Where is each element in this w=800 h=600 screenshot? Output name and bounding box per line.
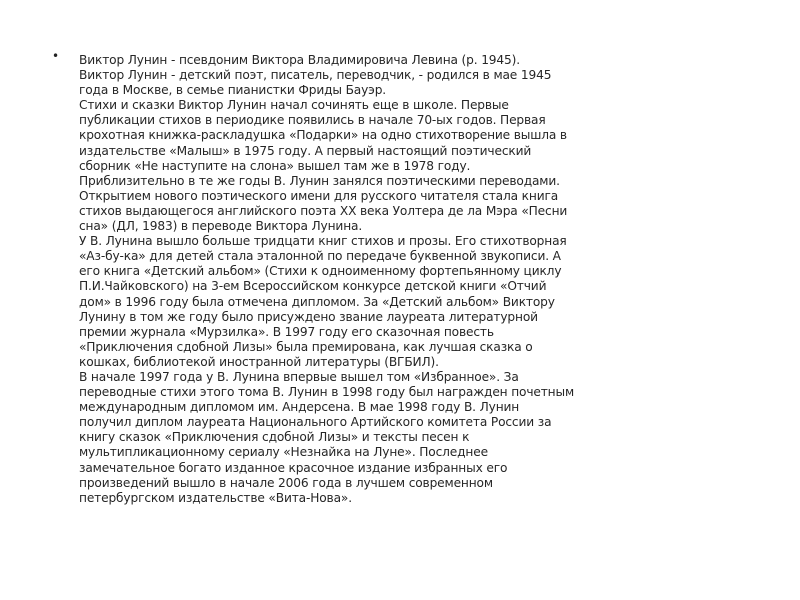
text-line: публикации стихов в периодике появились в начале 70-ых годов. Первая bbox=[79, 113, 546, 128]
text-line: международным дипломом им. Андерсена. В мае 1998 году В. Лунин bbox=[79, 400, 520, 415]
text-line: издательстве «Малыш» в 1975 году. А первый настоящий поэтический bbox=[79, 143, 532, 158]
text-line: премии журнала «Мурзилка». В 1997 году его сказочная повесть bbox=[79, 324, 494, 339]
text-line: крохотная книжка-раскладушка «Подарки» на одно стихотворение вышла в bbox=[79, 128, 567, 143]
text-line: Стихи и сказки Виктор Лунин начал сочинять еще в школе. Первые bbox=[79, 98, 509, 113]
biography-paragraph bbox=[79, 53, 759, 506]
text-line: произведений вышло в начале 2006 года в лучшем современном bbox=[79, 475, 493, 490]
text-line: получил диплом лауреата Национального Артийского комитета России за bbox=[79, 415, 552, 430]
text-line: Лунину в том же году было присуждено звание лауреата литературной bbox=[79, 309, 538, 324]
text-line: стихов выдающегося английского поэта XX века Уолтера де ла Мэра «Песни bbox=[79, 203, 568, 218]
text-line: замечательное богато изданное красочное издание избранных его bbox=[79, 460, 508, 475]
text-line: «Приключения сдобной Лизы» была премирована, как лучшая сказка о bbox=[79, 339, 533, 354]
text-line: кошках, библиотекой иностранной литературы (ВГБИЛ). bbox=[79, 354, 439, 369]
text-line: П.И.Чайковского) на 3-ем Всероссийском конкурсе детской книги «Отчий bbox=[79, 279, 547, 294]
text-line: сна» (ДЛ, 1983) в переводе Виктора Лунина. bbox=[79, 219, 363, 234]
text-line: петербургском издательстве «Вита-Нова». bbox=[79, 490, 352, 505]
text-line: Приблизительно в те же годы В. Лунин занялся поэтическими переводами. bbox=[79, 173, 560, 188]
text-line: В начале 1997 года у В. Лунина впервые вышел том «Избранное». За bbox=[79, 369, 519, 384]
bullet-marker: • bbox=[52, 49, 60, 63]
text-line: Виктор Лунин - псевдоним Виктора Владимировича Левина (р. 1945). bbox=[79, 53, 520, 67]
text-line: Открытием нового поэтического имени для русского читателя стала книга bbox=[79, 188, 559, 203]
text-line: Виктор Лунин - детский поэт, писатель, переводчик, - родился в мае 1945 bbox=[79, 68, 552, 83]
text-line: У В. Лунина вышло больше тридцати книг стихов и прозы. Его стихотворная bbox=[79, 234, 567, 249]
text-line: дом» в 1996 году была отмечена дипломом. За «Детский альбом» Виктору bbox=[79, 294, 555, 309]
text-line: его книга «Детский альбом» (Стихи к одноименному фортепьянному циклу bbox=[79, 264, 562, 279]
text-line: года в Москве, в семье пианистки Фриды Бауэр. bbox=[79, 83, 387, 98]
text-line: переводные стихи этого тома В. Лунин в 1998 году был награжден почетным bbox=[79, 385, 575, 400]
text-line: «Аз-бу-ка» для детей стала эталонной по передаче буквенной звукописи. А bbox=[79, 249, 561, 264]
text-line: сборник «Не наступите на слона» вышел там же в 1978 году. bbox=[79, 158, 471, 173]
text-line: книгу сказок «Приключения сдобной Лизы» и тексты песен к bbox=[79, 430, 470, 445]
text-line: мультипликационному сериалу «Незнайка на Луне». Последнее bbox=[79, 445, 488, 460]
